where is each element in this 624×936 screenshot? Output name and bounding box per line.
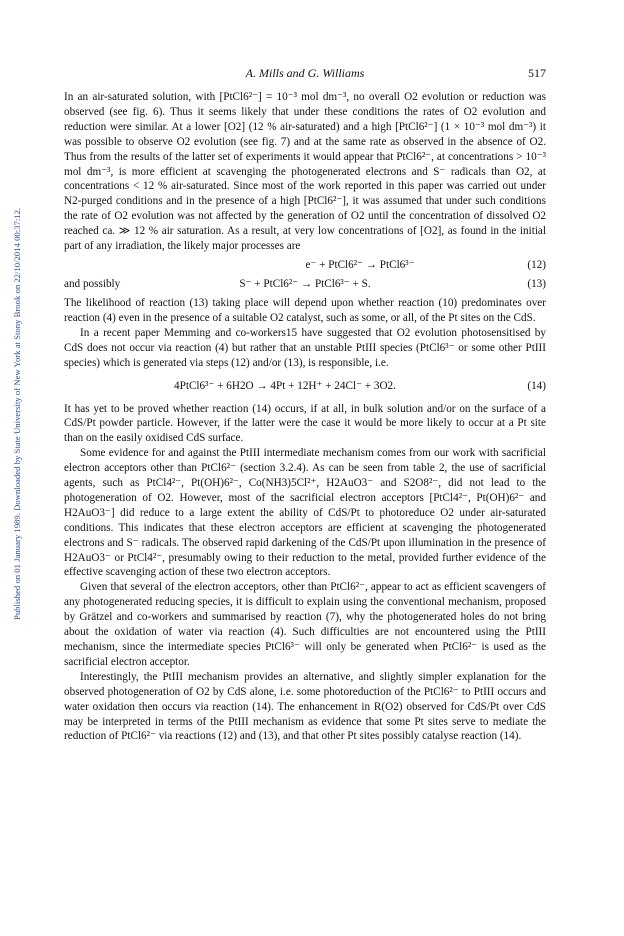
- download-note: Published on 01 January 1989. Downloaded by State University of New York at Stony Brook on 22/10/2014 00:37:12.: [12, 207, 22, 620]
- equation-14: [64, 379, 546, 394]
- equation-14-number: (14): [527, 379, 546, 392]
- equation-12-number: (12): [527, 258, 546, 271]
- equation-13-text: S⁻ + PtCl6²⁻ → PtCl6³⁻ + S.: [239, 277, 371, 290]
- equation-12: [64, 258, 546, 273]
- paragraph-2: The likelihood of reaction (13) taking place will depend upon whether reaction (10) predominates over reaction (4) even in the presence of a suitable O2 catalyst, such as some, or all, of the Pt sites on the CdS.: [64, 296, 546, 324]
- equation-13-lead: and possibly: [64, 277, 121, 290]
- article-body: [64, 90, 546, 744]
- download-watermark: [2, 20, 22, 620]
- paragraph-7: Interestingly, the PtIII mechanism provides an alternative, and slightly simpler explanation for the observed photogeneration of O2 by CdS alone, i.e. some photoreduction of the PtCl6²⁻ to PtIII occurs and water oxidation then occurs via reaction (14). The enhancement in R(O2) observed for CdS/Pt over CdS may be interpreted in terms of the PtIII mechanism as evidence that some Pt sites serve to mediate the reduction of PtCl6²⁻ via reactions (12) and (13), and that other Pt sites possibly catalyse reaction (14).: [64, 670, 546, 743]
- equation-13-number: (13): [527, 277, 546, 290]
- paragraph-6: Given that several of the electron acceptors, other than PtCl6²⁻, appear to act as efficient scavengers of any photogenerated reducing species, it is difficult to explain using the conventional mechanism, proposed by Grätzel and co-workers and summarised by reaction (7), why the photogenerated holes do not bring about the oxidation of water via reaction (4). Such difficulties are not encountered using the PtIII mechanism, since the intermediate species PtCl6³⁻ will only be generated when PtCl6²⁻ is used as the sacrificial electron acceptor.: [64, 581, 546, 668]
- equation-12-text: e⁻ + PtCl6²⁻ → PtCl6³⁻: [305, 258, 415, 271]
- running-header: [64, 66, 546, 82]
- paragraph-1: In an air-saturated solution, with [PtCl6²⁻] = 10⁻³ mol dm⁻³, no overall O2 evolution or reduction was observed (see fig. 6). Thus it seems likely that under these conditions the rates of O2 evolution and reduction were similar. At a lower [O2] (12 % air-saturated) and a high [PtCl6²⁻] (1 × 10⁻³ mol dm⁻³) it was possible to observe O2 evolution (see fig. 7) and at the same rate as observed in the absence of O2. Thus from the results of the latter set of experiments it would appear that PtCl6²⁻, at concentrations > 10⁻³ mol dm⁻³, is more efficient at scavenging the photogenerated electrons and S⁻ radicals than O2, at concentrations < 12 % air-saturated. Since most of the work reported in this paper was carried out under N2-purged conditions and in the presence of a high [PtCl6²⁻], it was assumed that under such conditions the rate of O2 evolution was not affected by the generation of O2 until the concentration of dissolved O2 reached ca. ≫ 12 % air saturation. As a result, at very low concentrations of [O2], as found in the initial part of any irradiation, the likely major processes are: [64, 91, 546, 253]
- paragraph-3: In a recent paper Memming and co-workers15 have suggested that O2 evolution photosensitised by CdS does not occur via reaction (4) but rather that an unstable PtIII species (PtCl6³⁻ or some other PtIII species) which is generated via steps (12) and/or (13), is responsible, i.e.: [64, 326, 546, 369]
- equation-13: [64, 277, 546, 292]
- equation-14-text: 4PtCl6³⁻ + 6H2O → 4Pt + 12H⁺ + 24Cl⁻ + 3O2.: [174, 379, 396, 392]
- page-number: 517: [528, 66, 546, 80]
- paragraph-5: Some evidence for and against the PtIII intermediate mechanism comes from our work with sacrificial electron acceptors other than PtCl6²⁻ (section 3.2.4). As can be seen from table 2, the use of sacrificial agents, such as PtCl4²⁻, Pt(OH)6²⁻, Co(NH3)5Cl²⁺, H2AuO3⁻ and S2O8²⁻, did not lead to the photogeneration of O2. However, most of the sacrificial electron acceptors [PtCl4²⁻, Pt(OH)6²⁻ and H2AuO3⁻] did reduce to a large extent the ability of CdS/Pt to photoreduce O2 under air-saturated conditions. This indicates that these electron acceptors are efficient at scavenging the photogenerated electrons and S⁻ radicals. The observed rapid darkening of the CdS/Pt upon illumination in the presence of H2AuO3⁻ or PtCl4²⁻, presumably owing to their reduction to the metal, provided further evidence of the effective scavenging action of these two electron acceptors.: [64, 447, 546, 579]
- paragraph-4: It has yet to be proved whether reaction (14) occurs, if at all, in bulk solution and/or on the surface of a CdS/Pt powder particle. However, if the latter were the case it would be more likely to occur at a Pt site than on the easily oxidised CdS surface.: [64, 402, 546, 445]
- running-title: A. Mills and G. Williams: [245, 66, 365, 80]
